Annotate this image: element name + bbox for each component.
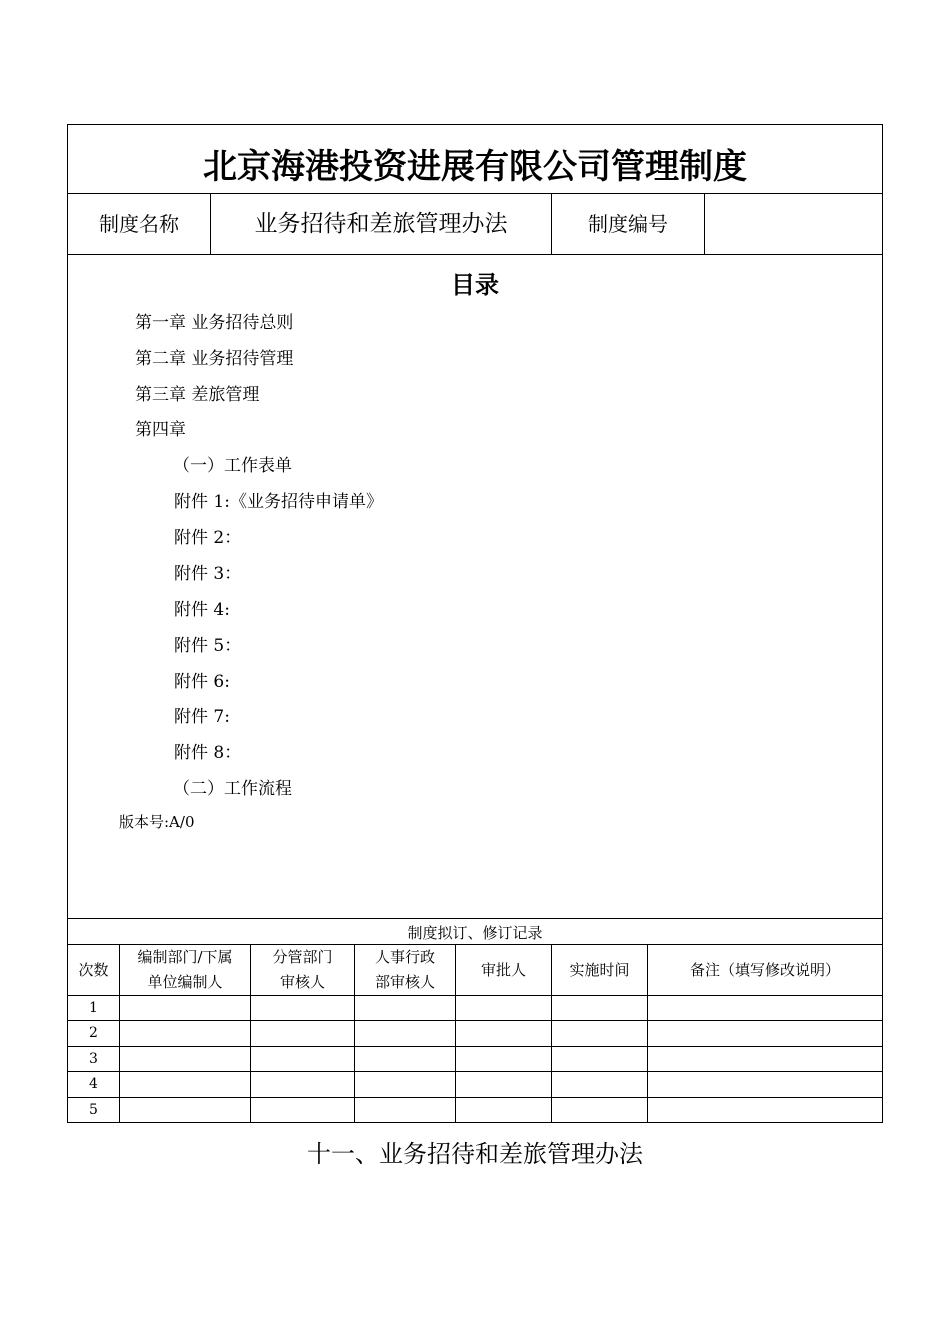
divider xyxy=(68,1046,882,1047)
column-header-date: 实施时间 xyxy=(569,960,630,979)
toc-attachment-2: 附件 2： xyxy=(174,528,242,548)
toc-attachment-3: 附件 3： xyxy=(174,564,242,584)
toc-sub-section-workflow: （二）工作流程 xyxy=(173,779,292,799)
toc-attachment-6: 附件 6: xyxy=(174,672,230,692)
policy-name-label: 制度名称 xyxy=(99,212,179,236)
column-header-author: 编制部门/下属 单位编制人 xyxy=(137,948,233,991)
toc-attachment-7: 附件 7: xyxy=(174,707,230,727)
column-header-dept-reviewer: 分管部门 审核人 xyxy=(272,948,333,991)
policy-document-table xyxy=(67,124,883,1123)
toc-sub-section-forms: （一）工作表单 xyxy=(173,456,292,476)
toc-chapter-2: 第二章 业务招待管理 xyxy=(135,349,294,369)
revision-record-caption: 制度拟订、修订记录 xyxy=(407,924,543,942)
divider xyxy=(68,918,882,919)
table-row-number: 3 xyxy=(89,1051,98,1067)
table-row-number: 5 xyxy=(89,1102,98,1118)
column-header-remarks: 备注（填写修改说明） xyxy=(689,960,840,979)
column-header-approver: 审批人 xyxy=(480,960,526,979)
column-header-count: 次数 xyxy=(78,960,109,979)
table-row-number: 4 xyxy=(89,1076,98,1092)
table-row-number: 1 xyxy=(89,1000,98,1016)
divider xyxy=(68,1071,882,1072)
section-heading: 十一、业务招待和差旅管理办法 xyxy=(307,1140,643,1168)
divider xyxy=(68,995,882,996)
toc-chapter-3: 第三章 差旅管理 xyxy=(135,385,260,405)
divider xyxy=(68,1020,882,1021)
toc-attachment-4: 附件 4: xyxy=(174,600,230,620)
divider xyxy=(68,1097,882,1098)
document-title: 北京海港投资进展有限公司管理制度 xyxy=(203,147,747,187)
column-header-hr-reviewer: 人事行政 部审核人 xyxy=(374,948,435,991)
policy-number-label: 制度编号 xyxy=(588,212,668,236)
policy-name-value: 业务招待和差旅管理办法 xyxy=(254,211,508,237)
toc-attachment-8: 附件 8： xyxy=(174,743,242,763)
version-number: 版本号:A/0 xyxy=(119,813,195,831)
table-row-number: 2 xyxy=(89,1025,98,1041)
toc-attachment-1: 附件 1:《业务招待申请单》 xyxy=(174,492,383,512)
policy-number-value xyxy=(705,194,882,255)
toc-title: 目录 xyxy=(451,271,499,299)
toc-chapter-4: 第四章 xyxy=(135,420,186,440)
toc-attachment-5: 附件 5： xyxy=(174,636,242,656)
toc-chapter-1: 第一章 业务招待总则 xyxy=(135,313,294,333)
